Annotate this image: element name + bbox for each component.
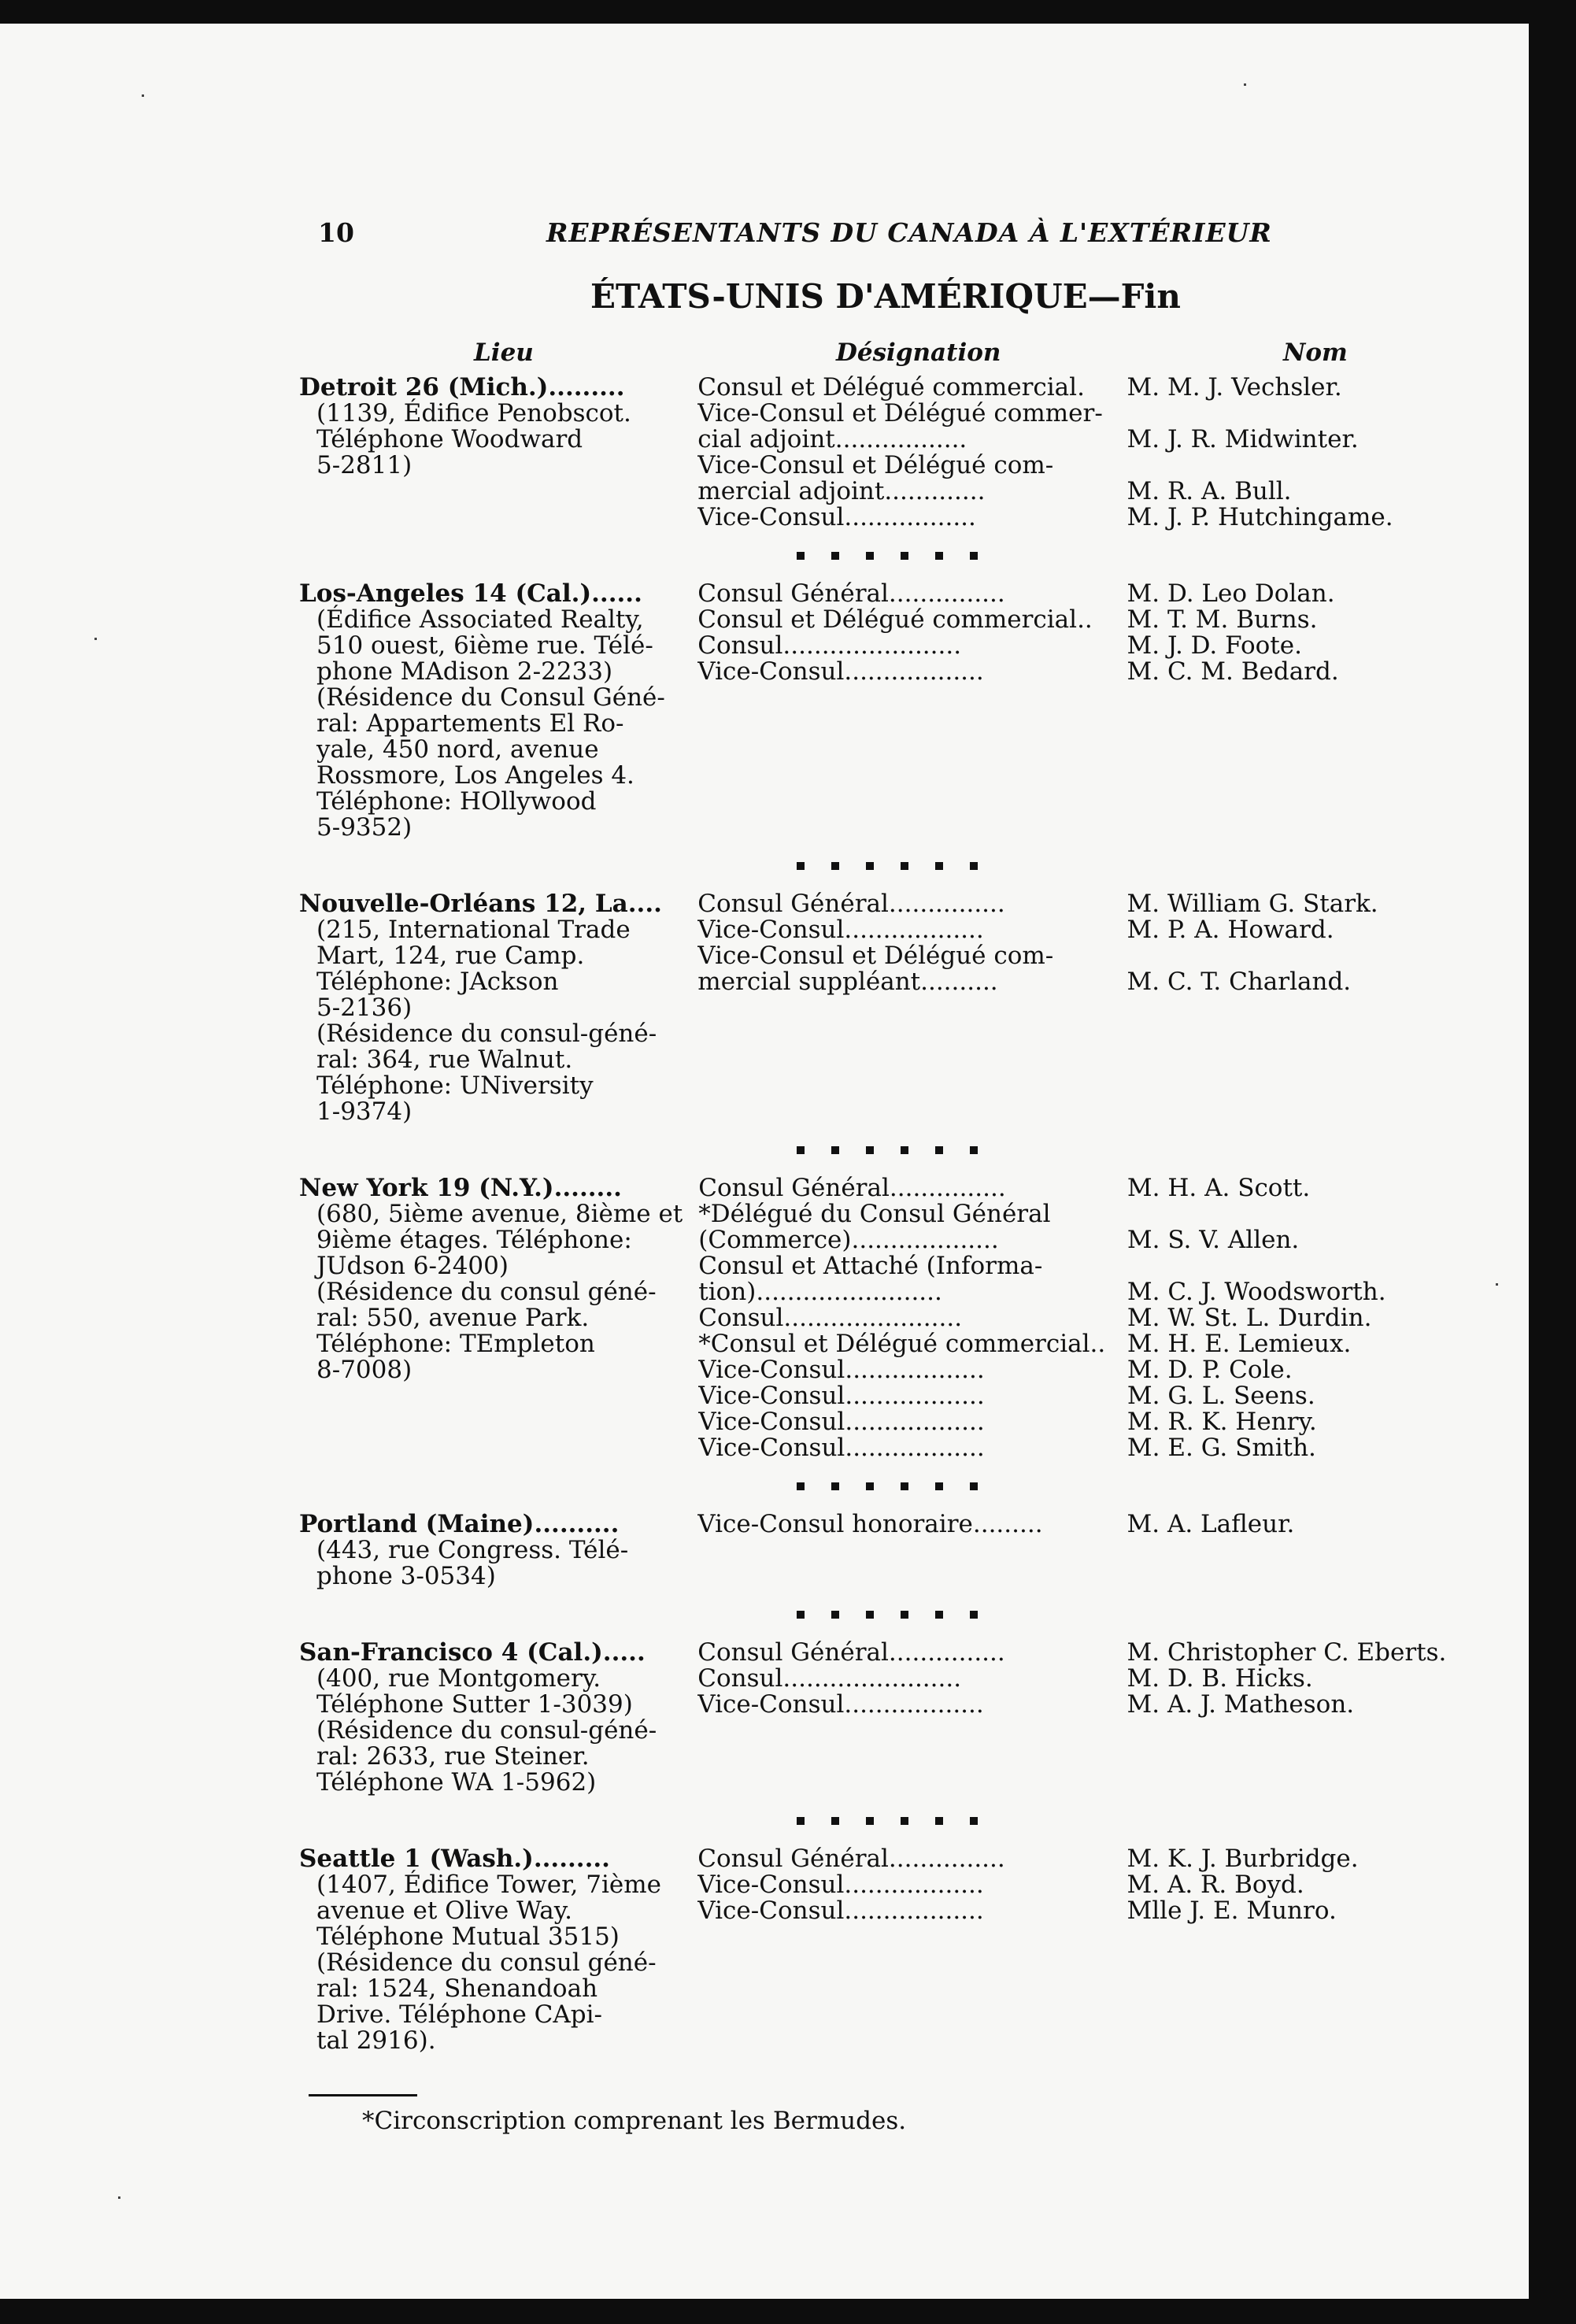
separator-dot [866,862,874,870]
nom-column [1127,1846,1449,2054]
column-header-designation: Désignation [836,339,1001,367]
person-name: M. G. L. Seens. [1127,1382,1315,1410]
designation-line: Vice-Consul et Délégué com- [697,453,1054,479]
address-line: 8-7008) [316,1356,412,1384]
lieu-column [299,891,682,1125]
designation-line: Vice-Consul.................. [697,1898,984,1924]
designation-line: Vice-Consul honoraire......... [697,1512,1043,1538]
designation-line: Vice-Consul et Délégué com- [697,943,1054,969]
separator-dot [935,552,943,560]
person-name: M. D. P. Cole. [1127,1356,1293,1384]
address-line: Téléphone Woodward [316,425,583,453]
designation-line: Vice-Consul.................. [698,1357,985,1383]
address-line: tal 2916). [316,2026,436,2055]
lieu-column [299,581,682,841]
address-line: Téléphone Mutual 3515) [316,1922,620,1951]
place-name: New York 19 (N.Y.)........ [299,1175,622,1201]
name-spacer [1127,943,1449,969]
nom-column [1127,1512,1449,1589]
address-line: JUdson 6-2400) [316,1252,509,1280]
separator-dot [935,862,943,870]
name-spacer [1127,401,1449,427]
designation-line: Consul....................... [697,1666,962,1692]
column-header-nom: Nom [1283,339,1348,367]
separator-dot [831,1146,839,1154]
address-line: Téléphone: HOllywood [316,787,597,816]
designation-column [698,1175,1112,1461]
name-spacer [1127,1201,1448,1227]
designation-line: Vice-Consul.................. [698,1409,985,1435]
person-name: Mlle J. E. Munro. [1127,1897,1337,1925]
address-line: ral: Appartements El Ro- [316,709,624,738]
scan-speck [142,94,144,97]
address-line: Téléphone: TEmpleton [316,1330,595,1358]
address-line: phone MAdison 2-2233) [316,657,613,686]
designation-line: Consul et Délégué commercial.. [697,607,1093,633]
address-line: Téléphone: JAckson [316,968,559,996]
separator-dot [831,1611,839,1619]
designation-line: Vice-Consul.................. [698,1383,985,1409]
address-line: Rossmore, Los Angeles 4. [316,761,634,790]
person-name: M. W. St. L. Durdin. [1127,1304,1372,1332]
entry-separator [299,1125,1448,1175]
person-name: M. D. B. Hicks. [1127,1664,1313,1693]
person-name: M. M. J. Vechsler. [1127,373,1342,402]
designation-line: Vice-Consul et Délégué commer- [697,401,1103,427]
lieu-column [299,1175,683,1461]
separator-dot [935,1146,943,1154]
designation-line: Vice-Consul.................. [697,917,984,943]
separator-dot [901,1146,908,1154]
separator-dot [797,552,805,560]
address-line: (215, International Trade [316,916,631,944]
consulate-entry [299,581,1448,841]
designation-line: Consul Général............... [697,1846,1005,1872]
consulate-entry [299,1512,1448,1589]
place-name: San-Francisco 4 (Cal.)..... [299,1640,646,1666]
person-name: M. T. M. Burns. [1127,605,1318,634]
designation-line: Consul Général............... [697,581,1005,607]
designation-column [697,891,1111,1125]
address-line: yale, 450 nord, avenue [316,735,599,764]
separator-dot [901,1482,908,1490]
separator-dot [797,1817,805,1825]
entry-separator [299,1461,1448,1512]
address-line: (Résidence du consul géné- [316,1948,657,1977]
nom-column [1127,581,1449,841]
separator-dot [935,1817,943,1825]
scan-speck [118,2196,120,2199]
separator-dot [901,552,908,560]
person-name: M. K. J. Burbridge. [1127,1845,1359,1873]
address-line: ral: 2633, rue Steiner. [316,1742,590,1771]
person-name: M. D. Leo Dolan. [1127,579,1335,608]
separator-dot [866,1611,874,1619]
consulate-entry [299,1175,1448,1461]
place-address [299,1538,682,1589]
separator-dot [831,862,839,870]
person-name: M. A. R. Boyd. [1127,1871,1304,1899]
address-line: (Édifice Associated Realty, [316,605,644,634]
place-address [299,917,682,1125]
designation-line: mercial adjoint............. [697,479,986,505]
lieu-column [299,1846,682,2054]
place-address [299,401,682,479]
designation-column [697,375,1111,531]
place-name: Detroit 26 (Mich.)......... [299,375,625,401]
designation-line: *Délégué du Consul Général [698,1201,1051,1227]
address-line: ral: 1524, Shenandoah [316,1974,598,2003]
entry-separator [299,1589,1448,1640]
address-line: (Résidence du consul géné- [316,1278,657,1306]
designation-line: Consul Général............... [697,1640,1005,1666]
person-name: M. A. Lafleur. [1127,1510,1295,1538]
address-line: avenue et Olive Way. [316,1897,572,1925]
separator-dot [970,552,978,560]
address-line: (1139, Édifice Penobscot. [316,399,631,427]
address-line: ral: 550, avenue Park. [316,1304,590,1332]
designation-line: Vice-Consul.................. [698,1435,985,1461]
scan-speck [1496,1283,1498,1286]
place-name: Nouvelle-Orléans 12, La.... [299,891,662,917]
consulate-entry [299,375,1448,531]
page-number: 10 [318,217,354,248]
person-name: M. J. P. Hutchingame. [1127,503,1393,531]
separator-dot [866,552,874,560]
separator-dot [797,862,805,870]
place-address [299,607,682,841]
address-line: Téléphone WA 1-5962) [316,1768,597,1797]
entry-separator [299,531,1448,581]
separator-dot [970,862,978,870]
scan-speck [1244,83,1246,86]
separator-dot [797,1611,805,1619]
place-address [299,1201,683,1383]
address-line: 1-9374) [316,1097,412,1126]
place-address [299,1872,682,2054]
separator-dot [901,1611,908,1619]
person-name: M. C. M. Bedard. [1127,657,1339,686]
person-name: M. Christopher C. Eberts. [1127,1638,1447,1667]
address-line: Téléphone: UNiversity [316,1071,594,1100]
address-line: (1407, Édifice Tower, 7ième [316,1871,661,1899]
nom-column [1127,1175,1448,1461]
address-line: Téléphone Sutter 1-3039) [316,1690,633,1719]
person-name: M. H. A. Scott. [1127,1174,1311,1202]
footnote: *Circonscription comprenant les Bermudes. [362,2107,907,2135]
designation-column [697,1846,1111,2054]
separator-dot [970,1817,978,1825]
separator-dot [797,1482,805,1490]
document-page [0,24,1529,2299]
address-line: (443, rue Congress. Télé- [316,1536,629,1564]
separator-dot [831,552,839,560]
designation-column [697,1640,1111,1796]
place-name: Portland (Maine).......... [299,1512,620,1538]
address-line: (Résidence du Consul Géné- [316,683,665,712]
separator-dot [935,1611,943,1619]
designation-line: Consul....................... [697,633,962,659]
person-name: M. H. E. Lemieux. [1127,1330,1352,1358]
designation-line: Vice-Consul.................. [697,1872,984,1898]
separator-dot [866,1482,874,1490]
place-address [299,1666,682,1796]
address-line: (Résidence du consul-géné- [316,1716,657,1745]
designation-line: *Consul et Délégué commercial.. [698,1331,1106,1357]
person-name: M. William G. Stark. [1127,890,1378,918]
entry-separator [299,1796,1448,1846]
separator-dot [970,1611,978,1619]
consulate-entry [299,1640,1448,1796]
designation-line: Consul Général............... [697,891,1005,917]
designation-line: Consul et Délégué commercial. [697,375,1085,401]
designation-line: Consul....................... [698,1305,963,1331]
address-line: ral: 364, rue Walnut. [316,1045,573,1074]
separator-dot [935,1482,943,1490]
designation-line: tion)........................ [698,1279,942,1305]
separator-dot [901,1817,908,1825]
address-line: Mart, 124, rue Camp. [316,942,585,970]
designation-line: Consul Général............... [698,1175,1006,1201]
designation-column [697,581,1111,841]
lieu-column [299,1512,682,1589]
designation-column [697,1512,1111,1589]
person-name: M. R. A. Bull. [1127,477,1292,505]
address-line: 5-2811) [316,451,412,479]
separator-dot [970,1482,978,1490]
address-line: 5-2136) [316,994,412,1022]
person-name: M. A. J. Matheson. [1127,1690,1355,1719]
lieu-column [299,1640,682,1796]
running-title: REPRÉSENTANTS DU CANADA À L'EXTÉRIEUR [546,217,1272,248]
address-line: (680, 5ième avenue, 8ième et [316,1200,683,1228]
designation-line: Vice-Consul.................. [697,659,984,685]
separator-dot [901,862,908,870]
name-spacer [1127,1253,1448,1279]
nom-column [1127,891,1449,1125]
column-header-lieu: Lieu [474,339,534,367]
address-line: 5-9352) [316,813,412,842]
separator-dot [970,1146,978,1154]
nom-column [1127,1640,1449,1796]
designation-line: Consul et Attaché (Informa- [698,1253,1043,1279]
consulate-entry [299,891,1448,1125]
person-name: M. E. G. Smith. [1127,1434,1316,1462]
address-line: Drive. Téléphone CApi- [316,2000,603,2029]
section-title: ÉTATS-UNIS D'AMÉRIQUE—Fin [590,277,1181,316]
nom-column [1127,375,1449,531]
address-line: 9ième étages. Téléphone: [316,1226,632,1254]
place-name: Los-Angeles 14 (Cal.)...... [299,581,642,607]
name-spacer [1127,453,1449,479]
separator-dot [831,1817,839,1825]
address-line: (400, rue Montgomery. [316,1664,601,1693]
designation-line: (Commerce)................... [698,1227,999,1253]
place-name: Seattle 1 (Wash.)......... [299,1846,610,1872]
separator-dot [831,1482,839,1490]
footnote-rule [309,2094,417,2096]
person-name: M. J. R. Midwinter. [1127,425,1359,453]
person-name: M. J. D. Foote. [1127,631,1302,660]
page-header [318,217,1341,249]
separator-dot [866,1817,874,1825]
person-name: M. P. A. Howard. [1127,916,1334,944]
scan-border [1529,0,1576,2324]
designation-line: Vice-Consul.................. [697,1692,984,1718]
address-line: phone 3-0534) [316,1562,496,1590]
separator-dot [797,1146,805,1154]
designation-line: Vice-Consul................. [697,505,976,531]
person-name: M. C. T. Charland. [1127,968,1352,996]
designation-line: mercial suppléant.......... [697,969,998,995]
address-line: 510 ouest, 6ième rue. Télé- [316,631,653,660]
person-name: M. S. V. Allen. [1127,1226,1300,1254]
lieu-column [299,375,682,531]
person-name: M. R. K. Henry. [1127,1408,1317,1436]
designation-line: cial adjoint................. [697,427,967,453]
consulate-entry [299,1846,1448,2054]
consulate-entries [299,375,1448,2054]
scan-speck [94,638,97,640]
entry-separator [299,841,1448,891]
person-name: M. C. J. Woodsworth. [1127,1278,1386,1306]
separator-dot [866,1146,874,1154]
address-line: (Résidence du consul-géné- [316,1020,657,1048]
